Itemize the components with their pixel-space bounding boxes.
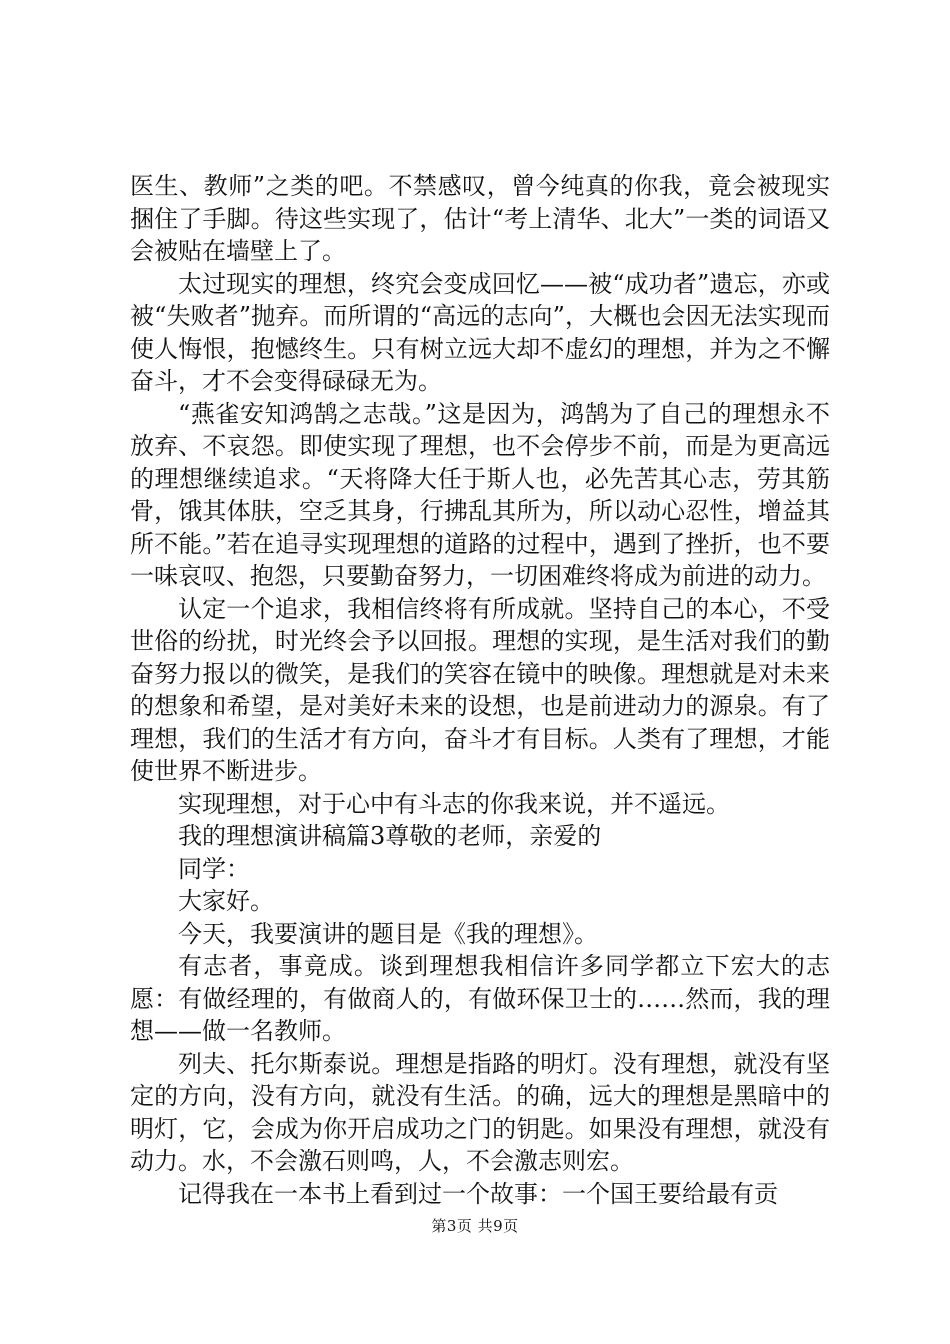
paragraph: 记得我在一本书上看到过一个故事：一个国王要给最有贡: [178, 1179, 778, 1208]
greeting: 大家好。: [178, 887, 274, 915]
paragraph-continuation: 医生、教师”之类的吧。不禁感叹，曾今纯真的你我，竟会被现实捆住了手脚。待这些实现了，估计“考上清华、北大”一类的词语又会被贴在墙壁上了。: [130, 172, 830, 265]
document-body: [130, 170, 830, 1210]
paragraph: 实现理想，对于心中有斗志的你我来说，并不遥远。: [178, 789, 730, 818]
paragraph: 有志者，事竟成。谈到理想我相信许多同学都立下宏大的志愿：有做经理的，有做商人的，有做环保卫士的……然而，我的理想——做一名教师。: [130, 952, 830, 1045]
paragraph: 认定一个追求，我相信终将有所成就。坚持自己的本心，不受世俗的纷扰，时光终会予以回报。理想的实现，是生活对我们的勤奋努力报以的微笑，是我们的笑容在镜中的映像。理想就是对未来的想象和希望，是对美好未来的设想，也是前进动力的源泉。有了理想，我们的生活才有方向，奋斗才有目标。人类有了理想，才能使世界不断进步。: [130, 594, 830, 785]
paragraph: 今天，我要演讲的题目是《我的理想》。: [178, 919, 598, 948]
salutation: 同学：: [178, 854, 250, 883]
paragraph: 太过现实的理想，终究会变成回忆——被“成功者”遗忘，亦或被“失败者”抛弃。而所谓的“高远的志向”，大概也会因无法实现而使人悔恨，抱憾终生。只有树立远大却不虚幻的理想，并为之不懈奋斗，才不会变得碌碌无为。: [130, 269, 830, 395]
page-number: 第3页 共9页: [431, 1217, 519, 1235]
paragraph: 列夫、托尔斯泰说。理想是指路的明灯。没有理想，就没有坚定的方向，没有方向，就没有生活。的确，远大的理想是黑暗中的明灯，它，会成为你开启成功之门的钥匙。如果没有理想，就没有动力。水，不会激石则鸣，人，不会激志则宏。: [130, 1049, 830, 1175]
paragraph: “燕雀安知鸿鹄之志哉。”这是因为，鸿鹄为了自己的理想永不放弃、不哀怨。即使实现了理想，也不会停步不前，而是为更高远的理想继续追求。“天将降大任于斯人也，必先苦其心志，劳其筋骨，饿其体肤，空乏其身，行拂乱其所为，所以动心忍性，增益其所不能。”若在追寻实现理想的道路的过程中，遇到了挫折，也不要一味哀叹、抱怨，只要勤奋努力，一切困难终将成为前进的动力。: [130, 399, 830, 590]
section-heading: 我的理想演讲稿篇3尊敬的老师，亲爱的: [178, 822, 602, 850]
page-footer: [0, 1215, 950, 1236]
